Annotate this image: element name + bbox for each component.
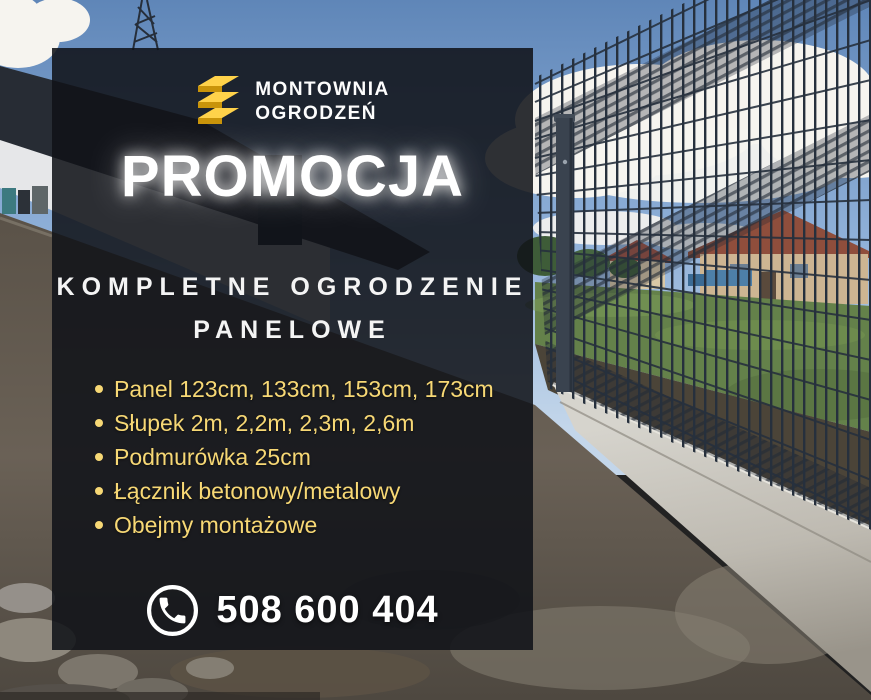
stacked-panels-icon: [195, 74, 241, 130]
offer-item: [95, 508, 494, 542]
offer-list: [52, 372, 494, 542]
offer-item-text: Słupek 2m, 2,2m, 2,3m, 2,6m: [114, 410, 415, 436]
promo-subtitle: [57, 266, 529, 352]
offer-item: [95, 474, 494, 508]
promo-subtitle-line1: KOMPLETNE OGRODZENIE: [56, 273, 529, 301]
bullet-dot-icon: [95, 385, 103, 393]
brand-name: [255, 78, 390, 126]
bullet-dot-icon: [95, 453, 103, 461]
fence-post: [554, 114, 575, 392]
promo-subtitle-line2: PANELOWE: [193, 316, 392, 344]
offer-item-text: Łącznik betonowy/metalowy: [114, 478, 401, 504]
offer-item: [95, 440, 494, 474]
brand-logo: [195, 74, 390, 130]
offer-item-text: Obejmy montażowe: [114, 512, 318, 538]
bullet-dot-icon: [95, 521, 103, 529]
bullet-dot-icon: [95, 419, 103, 427]
offer-item-text: Panel 123cm, 133cm, 153cm, 173cm: [114, 376, 494, 402]
brand-name-line1: MONTOWNIA: [255, 79, 390, 100]
phone-number: 508 600 404: [216, 589, 439, 631]
phone-handset-icon: [146, 584, 199, 637]
offer-item-text: Podmurówka 25cm: [114, 444, 311, 470]
offer-item: [95, 372, 494, 406]
brand-name-line2: OGRODZEŃ: [255, 103, 378, 124]
contact-phone: [146, 584, 438, 637]
bullet-dot-icon: [95, 487, 103, 495]
offer-item: [95, 406, 494, 440]
promo-card: [52, 48, 533, 650]
promo-headline: PROMOCJA: [120, 144, 465, 209]
